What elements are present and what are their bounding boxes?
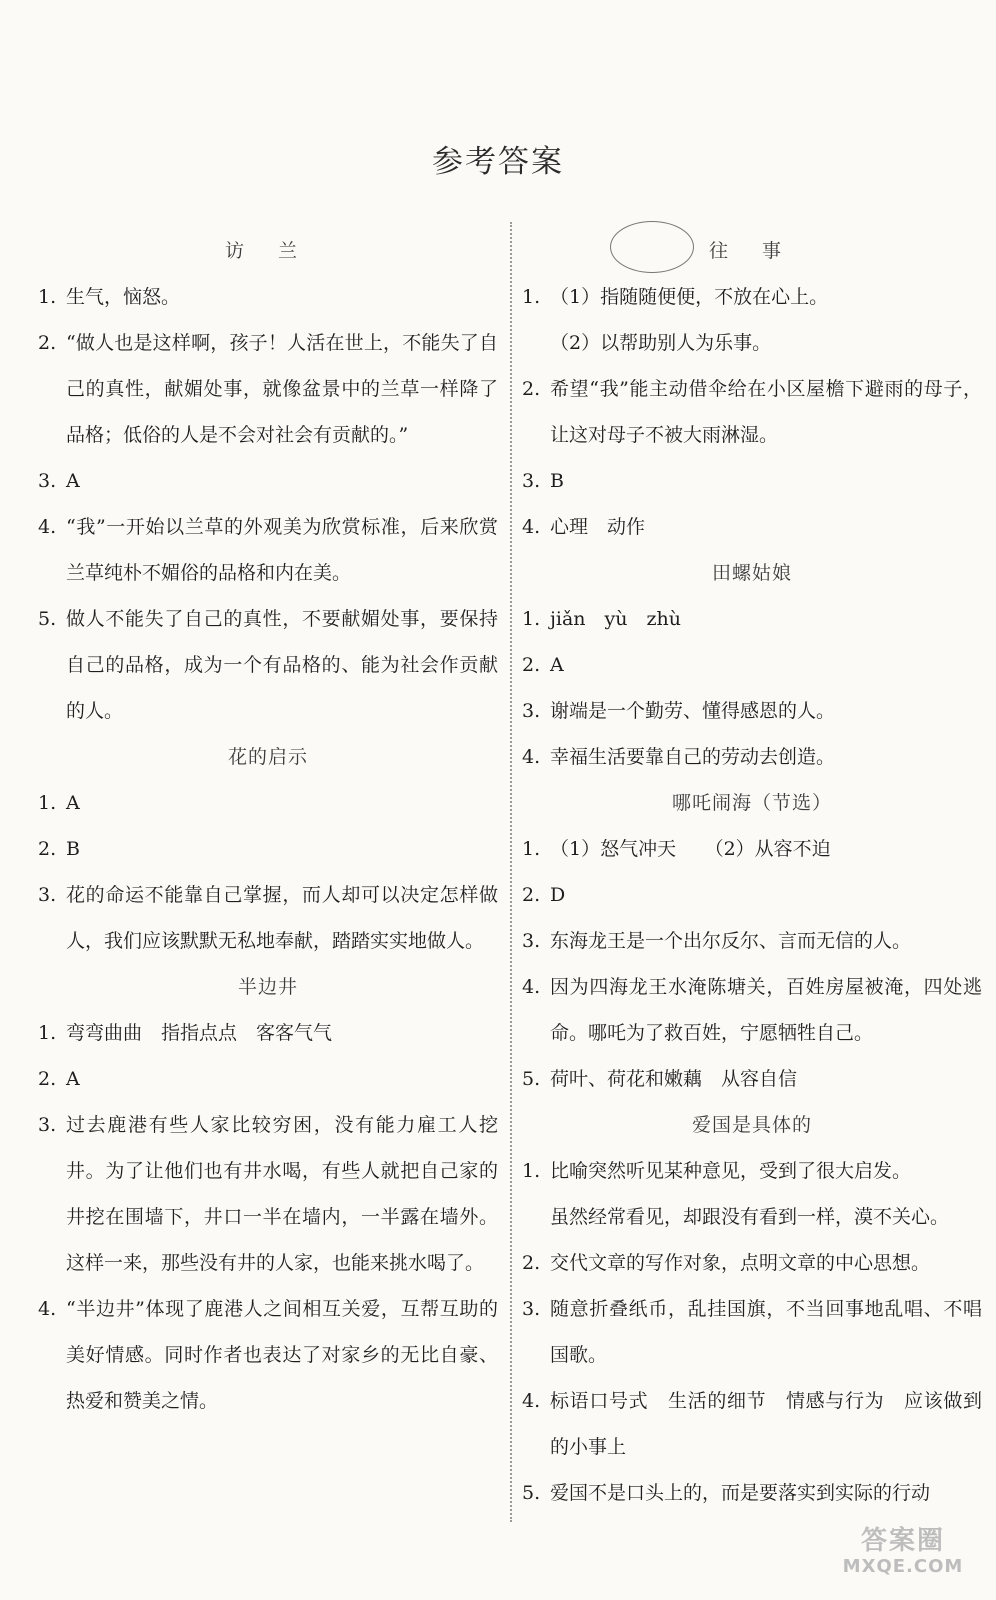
answer-text: “做人也是这样啊，孩子！人活在世上，不能失了自己的真性，献媚处事，就像盆景中的兰草一样降了品格；低俗的人是不会对社会有贡献的。”: [66, 332, 498, 446]
answer-text: 心理 动作: [550, 516, 646, 538]
answer-text: B: [66, 838, 80, 860]
answer-text: 过去鹿港有些人家比较穷困，没有能力雇工人挖井。为了让他们也有井水喝，有些人就把自己家的井挖在围墙下，井口一半在墙内，一半露在墙外。这样一来，那些没有井的人家，也能来挑水喝了。: [66, 1114, 498, 1274]
answer-item: [522, 826, 982, 872]
answer-text: 花的命运不能靠自己掌握，而人却可以决定怎样做人，我们应该默默无私地奉献，踏踏实实地做人。: [66, 884, 498, 952]
answer-text: （2）以帮助别人为乐事。: [550, 332, 772, 354]
answer-number: 3.: [522, 470, 541, 492]
answer-number: 1.: [38, 1022, 57, 1044]
answer-item: [38, 780, 498, 826]
answer-text: 爱国不是口头上的，而是要落实到实际的行动: [550, 1482, 931, 1504]
answer-number: 3.: [522, 930, 541, 952]
answer-text: “半边井”体现了鹿港人之间相互关爱，互帮互助的美好情感。同时作者也表达了对家乡的无比自豪、热爱和赞美之情。: [66, 1298, 498, 1412]
answer-number: 5.: [522, 1068, 541, 1090]
watermark-logo: [828, 1526, 978, 1586]
answer-number: 5.: [38, 608, 57, 630]
answer-text: （1）指随随便便，不放在心上。: [550, 286, 829, 308]
answer-number: 2.: [522, 654, 541, 676]
answer-item: [522, 918, 982, 964]
answer-number: 4.: [38, 1298, 57, 1320]
answer-number: 3.: [38, 470, 57, 492]
answer-text: 标语口号式 生活的细节 情感与行为 应该做到的小事上: [550, 1390, 982, 1458]
answer-number: 1.: [38, 286, 57, 308]
answer-item: [38, 1102, 498, 1286]
answer-text: A: [66, 1068, 80, 1090]
answer-number: 3.: [522, 700, 541, 722]
answer-item: [522, 1470, 982, 1516]
section-title: 田螺姑娘: [711, 562, 792, 584]
answer-number: 4.: [522, 976, 541, 998]
answer-item: [522, 1378, 982, 1470]
answer-item: [522, 734, 982, 780]
answer-item: [38, 826, 498, 872]
section-title: 半边井: [237, 976, 298, 998]
answer-item: [522, 458, 982, 504]
answer-number: 1.: [38, 792, 57, 814]
answer-text: 比喻突然听见某种意见，受到了很大启发。: [550, 1160, 912, 1182]
answer-text: A: [550, 654, 564, 676]
answer-text: jiǎn yù zhù: [550, 608, 681, 630]
answer-number: 1.: [522, 608, 541, 630]
answer-number: 2.: [38, 1068, 57, 1090]
answer-item: [522, 872, 982, 918]
answer-item: [38, 872, 498, 964]
answer-item: [522, 320, 982, 366]
answer-number: 2.: [522, 378, 541, 400]
page-title: 参考答案: [432, 144, 564, 180]
answer-text: “我”一开始以兰草的外观美为欣赏标准，后来欣赏兰草纯朴不媚俗的品格和内在美。: [66, 516, 498, 584]
answer-text: 做人不能失了自己的真性，不要献媚处事，要保持自己的品格，成为一个有品格的、能为社会作贡献的人。: [66, 608, 498, 722]
section-title: 访 兰: [224, 240, 312, 262]
answer-text: 交代文章的写作对象，点明文章的中心思想。: [550, 1252, 931, 1274]
left-column: [38, 228, 498, 1424]
right-column: [522, 228, 982, 1516]
watermark-line1: 答案圈: [860, 1526, 945, 1556]
answer-text: 幸福生活要靠自己的劳动去创造。: [550, 746, 836, 768]
answer-number: 1.: [522, 286, 541, 308]
answer-text: A: [66, 470, 80, 492]
answer-number: 4.: [38, 516, 57, 538]
answer-item: [522, 688, 982, 734]
answer-item: [38, 274, 498, 320]
answer-item: [522, 596, 982, 642]
section-title: 往 事: [708, 240, 796, 262]
answer-number: 1.: [522, 838, 541, 860]
answer-number: 2.: [38, 332, 57, 354]
answer-item: [38, 1056, 498, 1102]
answer-item: [522, 274, 982, 320]
answer-text: 荷叶、荷花和嫩藕 从容自信: [550, 1068, 798, 1090]
answer-text: 希望“我”能主动借伞给在小区屋檐下避雨的母子，让这对母子不被大雨淋湿。: [550, 378, 982, 446]
answer-text: B: [550, 470, 564, 492]
answer-item: [522, 1194, 982, 1240]
answer-number: 4.: [522, 746, 541, 768]
answer-item: [522, 1286, 982, 1378]
answer-text: 因为四海龙王水淹陈塘关，百姓房屋被淹，四处逃命。哪吒为了救百姓，宁愿牺牲自己。: [550, 976, 982, 1044]
answer-item: [522, 1148, 982, 1194]
answer-number: 4.: [522, 1390, 541, 1412]
answer-item: [522, 366, 982, 458]
answer-item: [38, 458, 498, 504]
answer-number: 3.: [38, 884, 57, 906]
answer-item: [38, 596, 498, 734]
watermark-line2: MXQE.COM: [842, 1556, 964, 1577]
answer-item: [522, 964, 982, 1056]
answer-number: 2.: [38, 838, 57, 860]
answer-item: [38, 320, 498, 458]
answer-number: 2.: [522, 1252, 541, 1274]
answer-item: [522, 1240, 982, 1286]
answer-number: 3.: [38, 1114, 57, 1136]
answer-text: 东海龙王是一个出尔反尔、言而无信的人。: [550, 930, 912, 952]
answer-item: [522, 504, 982, 550]
answer-text: 虽然经常看见，却跟没有看到一样，漠不关心。: [550, 1206, 950, 1228]
section-title: 花的启示: [227, 746, 308, 768]
answer-number: 5.: [522, 1482, 541, 1504]
answer-text: 随意折叠纸币，乱挂国旗，不当回事地乱唱、不唱国歌。: [550, 1298, 982, 1366]
answer-item: [522, 1056, 982, 1102]
section-title: 哪吒闹海（节选）: [671, 792, 832, 814]
answer-number: 2.: [522, 884, 541, 906]
answer-number: 3.: [522, 1298, 541, 1320]
column-divider: [510, 222, 512, 1522]
answer-item: [522, 642, 982, 688]
section-title: 爱国是具体的: [691, 1114, 812, 1136]
answer-number: 4.: [522, 516, 541, 538]
answer-text: 弯弯曲曲 指指点点 客客气气: [66, 1022, 333, 1044]
answer-item: [38, 504, 498, 596]
answer-text: 生气，恼怒。: [66, 286, 181, 308]
answer-text: A: [66, 792, 80, 814]
answer-text: 谢端是一个勤劳、懂得感恩的人。: [550, 700, 836, 722]
answer-number: 1.: [522, 1160, 541, 1182]
answer-text: D: [550, 884, 566, 906]
answer-text: （1）怒气冲天 （2）从容不迫: [550, 838, 831, 860]
answer-item: [38, 1010, 498, 1056]
answer-item: [38, 1286, 498, 1424]
